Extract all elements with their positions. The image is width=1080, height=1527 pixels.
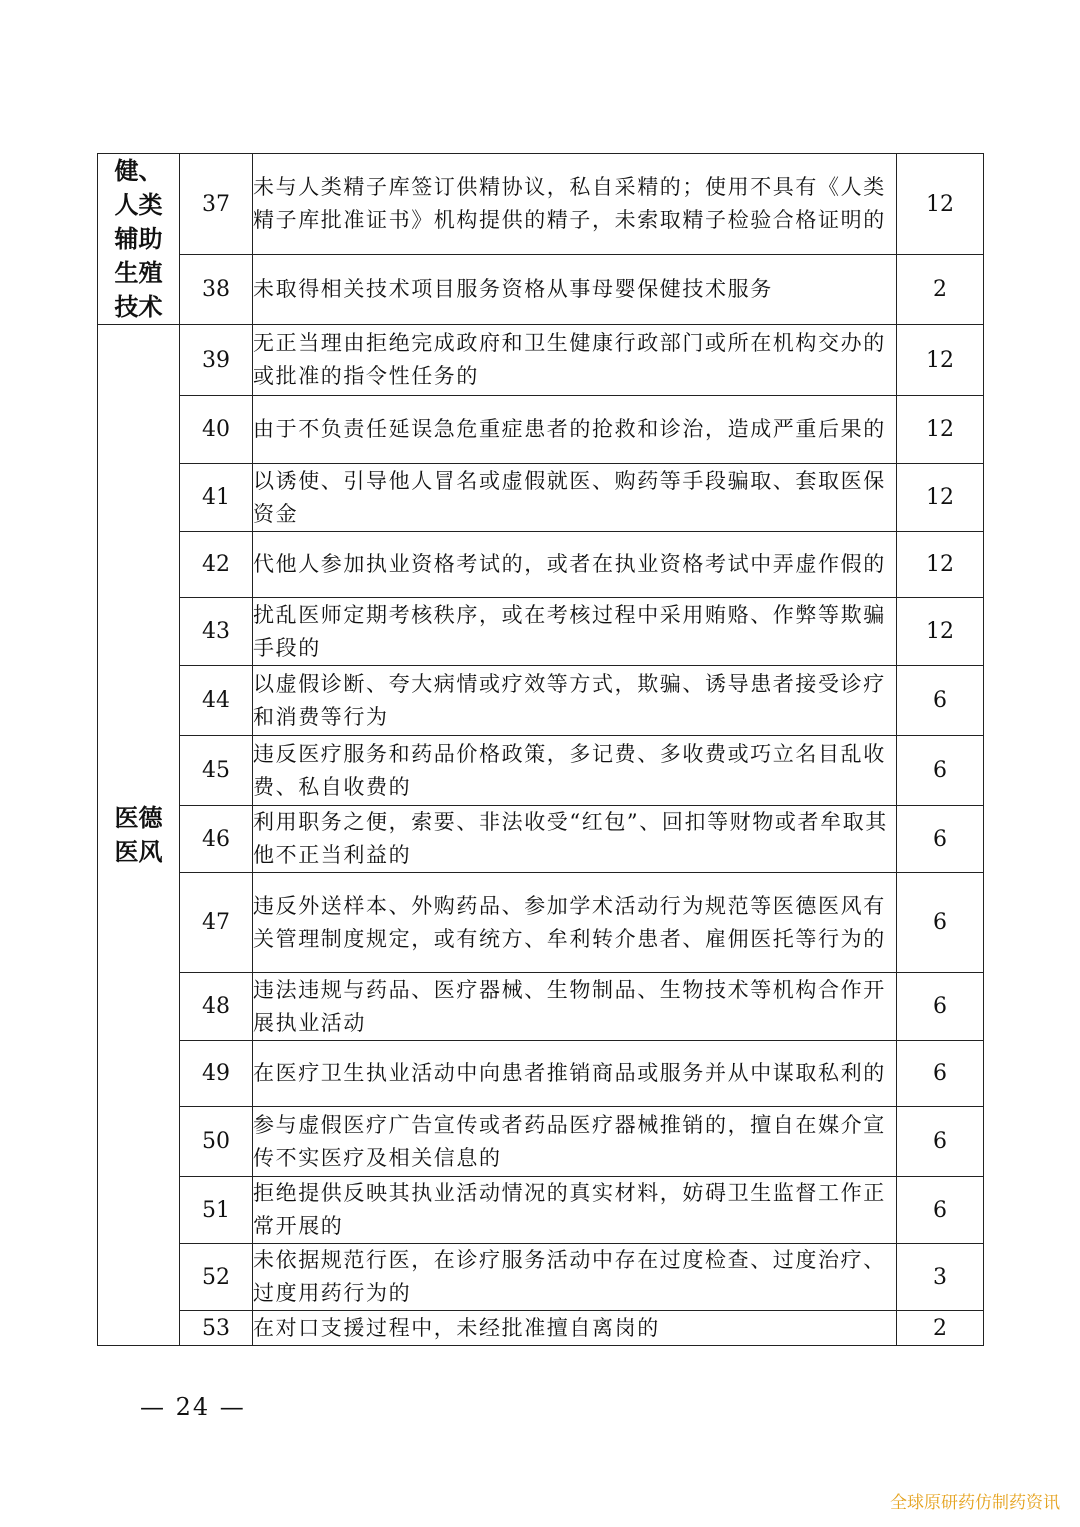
page-number: — 24 — — [140, 1393, 246, 1421]
table-row — [98, 736, 984, 806]
item-number: 38 — [180, 255, 253, 325]
table-row — [98, 532, 984, 598]
table-row — [98, 154, 984, 255]
item-number: 43 — [180, 598, 253, 666]
table-row — [98, 598, 984, 666]
item-number: 44 — [180, 666, 253, 736]
item-description: 在对口支援过程中，未经批准擅自离岗的 — [253, 1311, 897, 1346]
item-score: 12 — [897, 154, 984, 255]
table-row — [98, 1311, 984, 1346]
item-score: 6 — [897, 1177, 984, 1244]
item-score: 2 — [897, 1311, 984, 1346]
item-description: 违反医疗服务和药品价格政策，多记费、多收费或巧立名目乱收费、私自收费的 — [253, 736, 897, 806]
item-description: 参与虚假医疗广告宣传或者药品医疗器械推销的，擅自在媒介宣传不实医疗及相关信息的 — [253, 1107, 897, 1177]
item-score: 12 — [897, 325, 984, 396]
table-row — [98, 1041, 984, 1107]
item-number: 37 — [180, 154, 253, 255]
item-description: 在医疗卫生执业活动中向患者推销商品或服务并从中谋取私利的 — [253, 1041, 897, 1107]
item-number: 51 — [180, 1177, 253, 1244]
table-row — [98, 1177, 984, 1244]
item-number: 41 — [180, 464, 253, 532]
item-number: 45 — [180, 736, 253, 806]
item-description: 利用职务之便，索要、非法收受“红包”、回扣等财物或者牟取其他不正当利益的 — [253, 806, 897, 873]
item-description: 无正当理由拒绝完成政府和卫生健康行政部门或所在机构交办的或批准的指令性任务的 — [253, 325, 897, 396]
table-row — [98, 666, 984, 736]
item-description: 由于不负责任延误急危重症患者的抢救和诊治，造成严重后果的 — [253, 396, 897, 464]
item-number: 52 — [180, 1244, 253, 1311]
table-row — [98, 464, 984, 532]
item-description: 违法违规与药品、医疗器械、生物制品、生物技术等机构合作开展执业活动 — [253, 973, 897, 1041]
table-row — [98, 1107, 984, 1177]
item-description: 未取得相关技术项目服务资格从事母婴保健技术服务 — [253, 255, 897, 325]
table-row — [98, 873, 984, 973]
item-description: 未与人类精子库签订供精协议，私自采精的；使用不具有《人类精子库批准证书》机构提供的精子，未索取精子检验合格证明的 — [253, 154, 897, 255]
item-number: 42 — [180, 532, 253, 598]
item-description: 拒绝提供反映其执业活动情况的真实材料，妨碍卫生监督工作正常开展的 — [253, 1177, 897, 1244]
table-row — [98, 973, 984, 1041]
item-score: 2 — [897, 255, 984, 325]
item-score: 6 — [897, 666, 984, 736]
item-score: 12 — [897, 532, 984, 598]
item-description: 违反外送样本、外购药品、参加学术活动行为规范等医德医风有关管理制度规定，或有统方、牟利转介患者、雇佣医托等行为的 — [253, 873, 897, 973]
item-score: 6 — [897, 873, 984, 973]
item-description: 以诱使、引导他人冒名或虚假就医、购药等手段骗取、套取医保资金 — [253, 464, 897, 532]
category-label: 医德医风 — [114, 804, 163, 866]
item-score: 12 — [897, 464, 984, 532]
item-number: 53 — [180, 1311, 253, 1346]
item-score: 6 — [897, 973, 984, 1041]
item-description: 代他人参加执业资格考试的，或者在执业资格考试中弄虚作假的 — [253, 532, 897, 598]
item-score: 6 — [897, 1107, 984, 1177]
item-number: 48 — [180, 973, 253, 1041]
regulation-table — [97, 153, 984, 1346]
item-number: 39 — [180, 325, 253, 396]
table-row — [98, 1244, 984, 1311]
item-number: 46 — [180, 806, 253, 873]
item-number: 47 — [180, 873, 253, 973]
item-description: 以虚假诊断、夸大病情或疗效等方式，欺骗、诱导患者接受诊疗和消费等行为 — [253, 666, 897, 736]
category-cell — [98, 325, 180, 1346]
item-score: 3 — [897, 1244, 984, 1311]
item-score: 6 — [897, 736, 984, 806]
item-score: 6 — [897, 806, 984, 873]
item-score: 12 — [897, 598, 984, 666]
table-row — [98, 255, 984, 325]
table-row — [98, 806, 984, 873]
category-cell — [98, 154, 180, 325]
item-score: 12 — [897, 396, 984, 464]
table-row — [98, 325, 984, 396]
table-row — [98, 396, 984, 464]
item-description: 未依据规范行医，在诊疗服务活动中存在过度检查、过度治疗、过度用药行为的 — [253, 1244, 897, 1311]
item-description: 扰乱医师定期考核秩序，或在考核过程中采用贿赂、作弊等欺骗手段的 — [253, 598, 897, 666]
item-number: 40 — [180, 396, 253, 464]
watermark-text: 全球原研药仿制药资讯 — [890, 1493, 1060, 1513]
item-number: 50 — [180, 1107, 253, 1177]
category-label: 健、人类辅助生殖技术 — [114, 157, 163, 321]
item-score: 6 — [897, 1041, 984, 1107]
item-number: 49 — [180, 1041, 253, 1107]
